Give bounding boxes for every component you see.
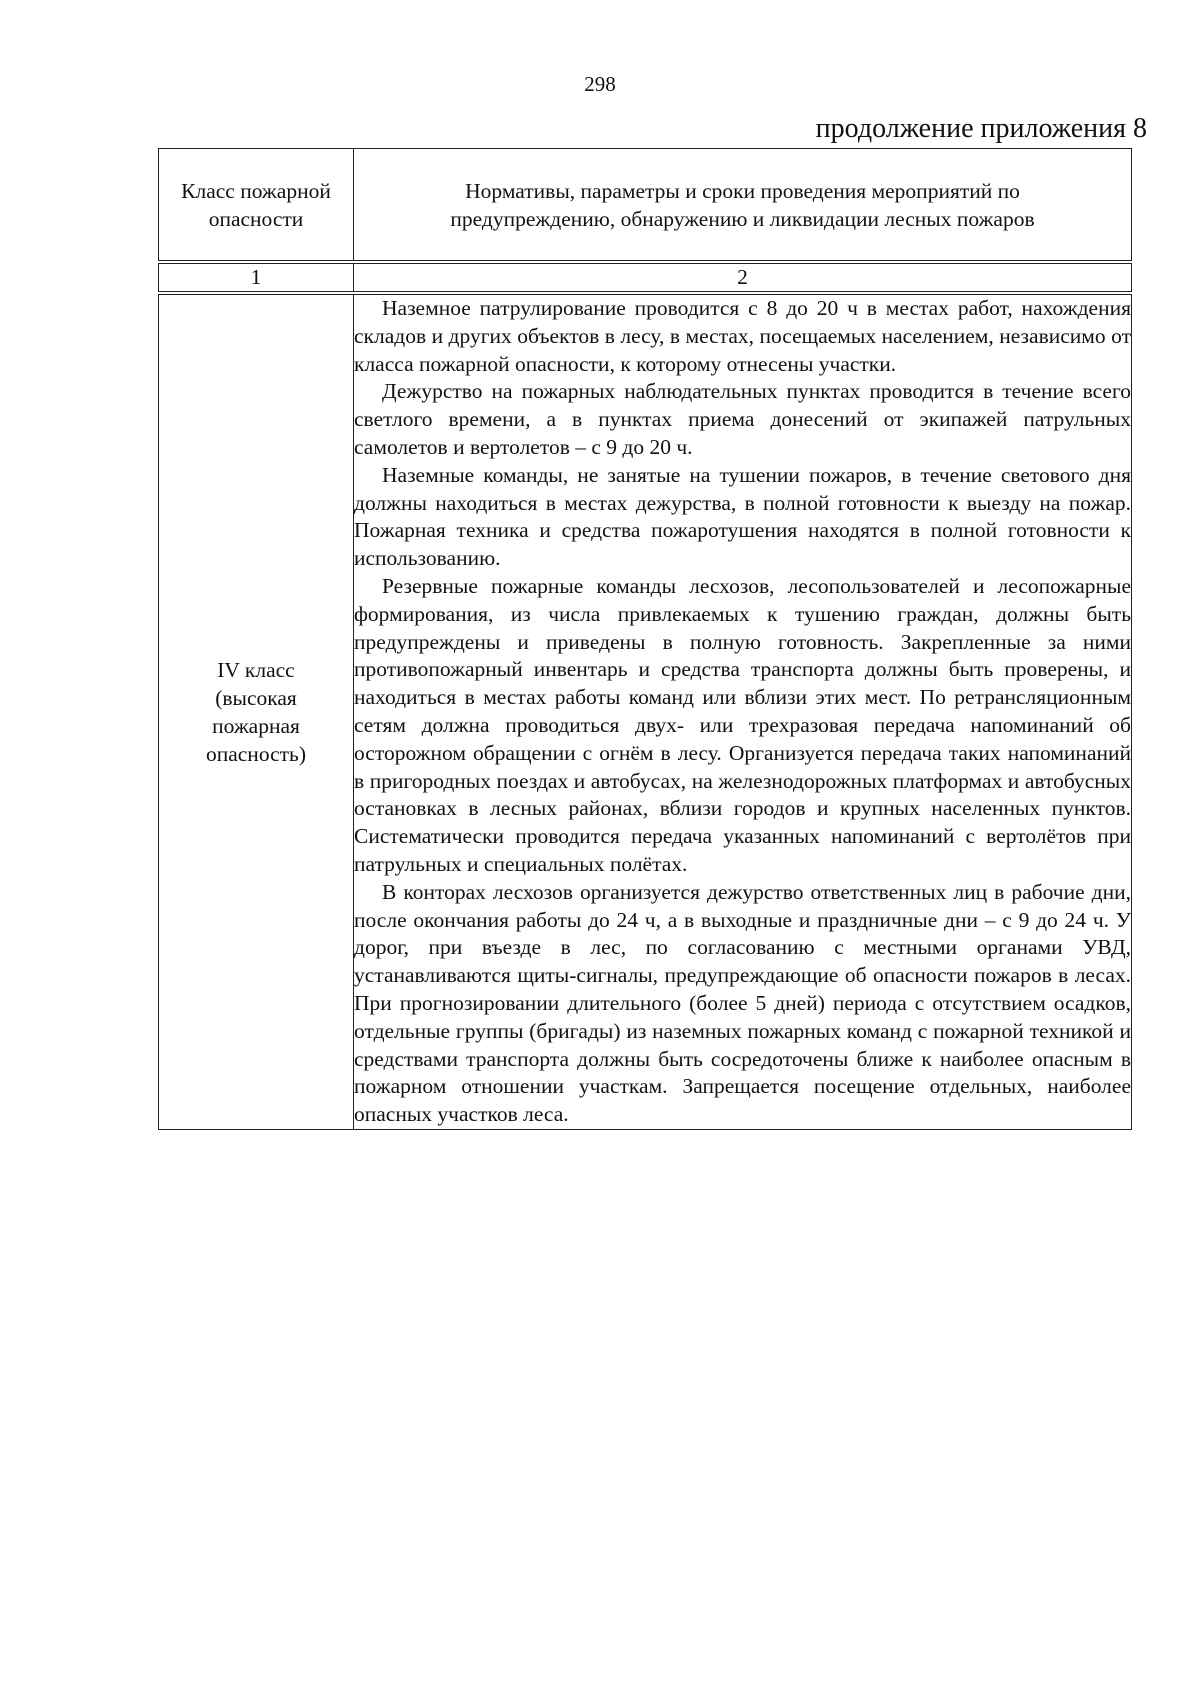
measures-paragraph: В конторах лесхозов организуется дежурство ответственных лиц в рабочие дни, после окончания работы до 24 ч, а в выходные и праздничные дни – с 9 до 24 ч. У дорог, при въезде в лес, по согласованию с местными органами УВД, устанавливаются щиты-сигналы, предупреждающие об опасности пожаров в лесах. При прогнозировании длительного (более 5 дней) периода с отсутствием осадков, отдельные группы (бригады) из наземных пожарных команд с пожарной техникой и средствами транспорта должны быть сосредоточены ближе к наиболее опасным в пожарном отношении участкам. Запрещается посещение отдельных, наиболее опасных участков леса.	[354, 879, 1131, 1127]
header-class-line: опасности	[208, 206, 304, 231]
continuation-label: продолжение приложения 8	[815, 113, 1147, 144]
measures-cell	[354, 293, 1132, 1129]
fire-class-line: пожарная	[212, 713, 300, 738]
measures-paragraph: Наземное патрулирование проводится с 8 до 20 ч в местах работ, нахождения складов и других объектов в лесу, в местах, посещаемых населением, независимо от класса пожарной опасности, к которому отнесены участки.	[354, 296, 1131, 376]
column-number: 2	[354, 262, 1132, 293]
table-header-row	[159, 149, 1132, 263]
header-norms-line: Нормативы, параметры и сроки проведения мероприятий по	[465, 178, 1020, 203]
fire-class-cell	[159, 293, 354, 1129]
header-class-line: Класс пожарной	[181, 178, 331, 203]
fire-class-line: опасность)	[205, 741, 307, 766]
measures-paragraph: Наземные команды, не занятые на тушении пожаров, в течение светового дня должны находиться в местах дежурства, в полной готовности к выезду на пожар. Пожарная техника и средства пожаротушения находятся в полной готовности к использованию.	[354, 462, 1131, 571]
fire-class-line: IV класс	[217, 657, 295, 682]
norms-table	[158, 148, 1132, 1130]
column-number: 1	[159, 262, 354, 293]
header-norms-line: предупреждению, обнаружению и ликвидации лесных пожаров	[450, 206, 1035, 231]
header-cell-class	[159, 149, 354, 263]
header-cell-norms	[354, 149, 1132, 263]
fire-class-line: (высокая	[215, 685, 297, 710]
table-row	[159, 293, 1132, 1129]
column-number-row	[159, 262, 1132, 293]
measures-paragraph: Резервные пожарные команды лесхозов, лесопользователей и лесопожарные формирования, из числа привлекаемых к тушению граждан, должны быть предупреждены и приведены в полную готовность. Закрепленные за ними противопожарный инвентарь и средства транспорта должны быть проверены, и находиться в местах работы команд или вблизи этих мест. По ретрансляционным сетям должна проводиться двух- или трехразовая передача напоминаний об осторожном обращении с огнём в лесу. Организуется передача таких напоминаний в пригородных поездах и автобусах, на железнодорожных платформах и автобусных остановках в лесных районах, вблизи городов и крупных населенных пунктов. Систематически проводится передача указанных напоминаний с вертолётов при патрульных и специальных полётах.	[354, 573, 1131, 876]
page-number: 298	[584, 72, 616, 96]
measures-paragraph: Дежурство на пожарных наблюдательных пунктах проводится в течение всего светлого времени, а в пунктах приема донесений от экипажей патрульных самолетов и вертолетов – с 9 до 20 ч.	[354, 379, 1131, 459]
